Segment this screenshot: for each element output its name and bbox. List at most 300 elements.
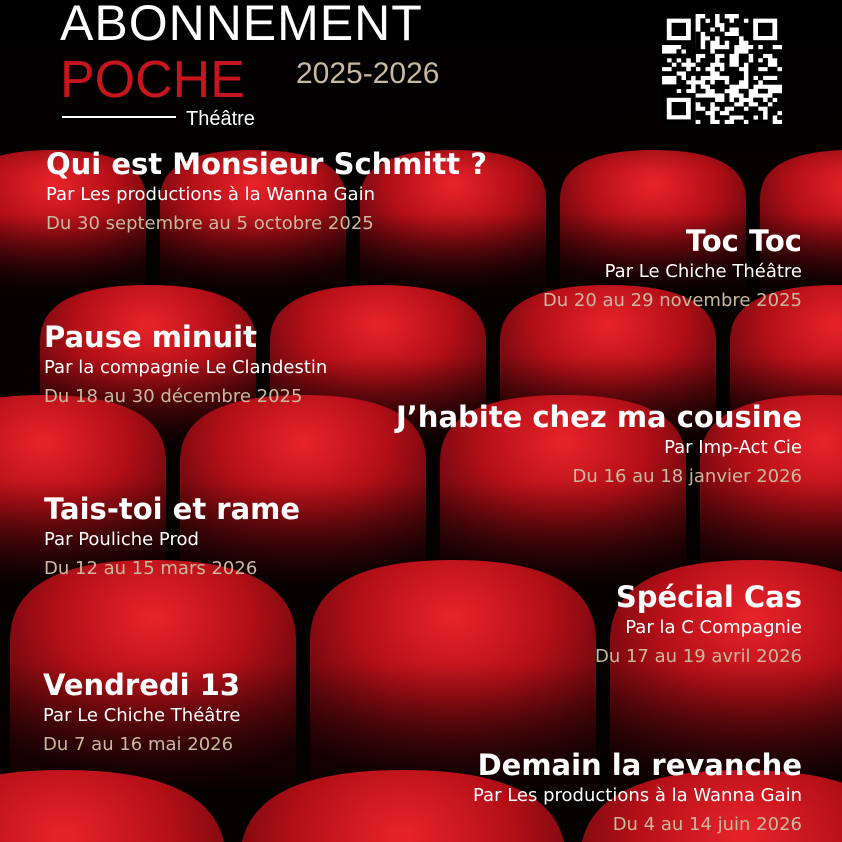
qr-module bbox=[734, 98, 739, 103]
qr-module bbox=[715, 84, 720, 89]
qr-module bbox=[667, 89, 672, 94]
qr-module bbox=[705, 115, 710, 120]
qr-module bbox=[777, 71, 782, 76]
qr-module bbox=[768, 120, 773, 124]
qr-module bbox=[710, 14, 715, 19]
qr-module bbox=[705, 62, 710, 67]
qr-module bbox=[744, 93, 749, 98]
qr-module bbox=[720, 36, 725, 41]
show-company: Par Pouliche Prod bbox=[44, 529, 199, 550]
qr-module bbox=[724, 49, 729, 54]
qr-module bbox=[724, 27, 729, 32]
qr-module bbox=[739, 62, 744, 67]
qr-module bbox=[753, 80, 758, 85]
qr-module bbox=[763, 49, 768, 54]
brand-season: 2025-2026 bbox=[296, 57, 440, 90]
qr-module bbox=[691, 58, 696, 63]
qr-module bbox=[748, 80, 753, 85]
qr-module bbox=[696, 71, 701, 76]
qr-module bbox=[715, 27, 720, 32]
qr-module bbox=[777, 102, 782, 107]
qr-module bbox=[763, 80, 768, 85]
qr-module bbox=[763, 89, 768, 94]
qr-module bbox=[700, 27, 705, 32]
qr-module bbox=[681, 54, 686, 59]
qr-module bbox=[672, 58, 677, 63]
qr-code-icon[interactable] bbox=[662, 14, 782, 124]
qr-module bbox=[696, 111, 701, 116]
qr-module bbox=[777, 98, 782, 103]
show-company: Par la compagnie Le Clandestin bbox=[44, 357, 328, 378]
show-company: Par Les productions à la Wanna Gain bbox=[473, 785, 802, 806]
qr-module bbox=[763, 102, 768, 107]
qr-module bbox=[667, 54, 672, 59]
qr-module bbox=[676, 80, 681, 85]
qr-module bbox=[691, 71, 696, 76]
qr-module bbox=[734, 120, 739, 124]
qr-module bbox=[763, 71, 768, 76]
qr-module bbox=[768, 49, 773, 54]
qr-finder-center bbox=[758, 23, 772, 36]
qr-module bbox=[724, 93, 729, 98]
qr-module bbox=[700, 58, 705, 63]
qr-module bbox=[739, 58, 744, 63]
qr-module bbox=[729, 80, 734, 85]
qr-module bbox=[772, 102, 777, 107]
qr-module bbox=[696, 98, 701, 103]
qr-module bbox=[676, 76, 681, 81]
qr-module bbox=[681, 80, 686, 85]
qr-module bbox=[720, 89, 725, 94]
qr-module bbox=[763, 45, 768, 50]
qr-module bbox=[758, 120, 763, 124]
show-dates: Du 18 au 30 décembre 2025 bbox=[44, 386, 303, 407]
show-dates: Du 4 au 14 juin 2026 bbox=[612, 814, 802, 835]
qr-module bbox=[748, 106, 753, 111]
qr-module bbox=[715, 67, 720, 72]
qr-module bbox=[705, 102, 710, 107]
qr-module bbox=[700, 102, 705, 107]
qr-module bbox=[720, 40, 725, 45]
qr-module bbox=[672, 84, 677, 89]
qr-module bbox=[700, 49, 705, 54]
qr-module bbox=[734, 18, 739, 23]
show-company: Par Imp-Act Cie bbox=[664, 437, 802, 458]
qr-module bbox=[691, 49, 696, 54]
qr-module bbox=[744, 36, 749, 41]
qr-module bbox=[715, 32, 720, 37]
qr-module bbox=[710, 98, 715, 103]
show-j-habite-chez-ma-cousine bbox=[396, 400, 802, 492]
qr-module bbox=[763, 62, 768, 67]
qr-module bbox=[744, 102, 749, 107]
qr-module bbox=[710, 84, 715, 89]
show-title: Toc Toc bbox=[685, 224, 802, 258]
qr-module bbox=[720, 18, 725, 23]
show-title: Spécial Cas bbox=[615, 580, 802, 614]
show-title: J’habite chez ma cousine bbox=[396, 400, 802, 434]
qr-module bbox=[753, 71, 758, 76]
qr-module bbox=[691, 54, 696, 59]
qr-module bbox=[768, 67, 773, 72]
qr-module bbox=[753, 49, 758, 54]
qr-module bbox=[739, 111, 744, 116]
qr-module bbox=[734, 40, 739, 45]
qr-module bbox=[705, 14, 710, 19]
qr-module bbox=[734, 23, 739, 28]
qr-module bbox=[710, 36, 715, 41]
qr-module bbox=[758, 62, 763, 67]
qr-module bbox=[662, 89, 667, 94]
qr-module bbox=[777, 76, 782, 81]
qr-module bbox=[696, 40, 701, 45]
qr-module bbox=[720, 120, 725, 124]
qr-module bbox=[672, 67, 677, 72]
qr-module bbox=[700, 89, 705, 94]
qr-module bbox=[705, 27, 710, 32]
qr-module bbox=[763, 58, 768, 63]
qr-module bbox=[753, 62, 758, 67]
qr-module bbox=[686, 76, 691, 81]
qr-module bbox=[705, 23, 710, 28]
qr-module bbox=[768, 111, 773, 116]
show-special-cas bbox=[595, 580, 802, 672]
show-dates: Du 17 au 19 avril 2026 bbox=[594, 646, 802, 667]
qr-module bbox=[734, 80, 739, 85]
qr-module bbox=[739, 120, 744, 124]
qr-module bbox=[748, 76, 753, 81]
qr-module bbox=[748, 67, 753, 72]
qr-module bbox=[686, 49, 691, 54]
qr-module bbox=[739, 76, 744, 81]
qr-module bbox=[758, 71, 763, 76]
qr-module bbox=[662, 71, 667, 76]
qr-module bbox=[734, 36, 739, 41]
qr-module bbox=[686, 71, 691, 76]
qr-module bbox=[696, 84, 701, 89]
qr-module bbox=[768, 80, 773, 85]
qr-module bbox=[748, 71, 753, 76]
qr-module bbox=[681, 84, 686, 89]
qr-module bbox=[772, 106, 777, 111]
qr-module bbox=[729, 102, 734, 107]
qr-module bbox=[739, 18, 744, 23]
qr-module bbox=[724, 18, 729, 23]
qr-module bbox=[748, 62, 753, 67]
qr-module bbox=[710, 58, 715, 63]
qr-module bbox=[724, 71, 729, 76]
qr-module bbox=[724, 62, 729, 67]
qr-module bbox=[734, 106, 739, 111]
qr-module bbox=[667, 84, 672, 89]
qr-finder-center bbox=[672, 102, 686, 115]
qr-module bbox=[748, 49, 753, 54]
qr-module bbox=[758, 111, 763, 116]
qr-module bbox=[758, 102, 763, 107]
qr-module bbox=[734, 76, 739, 81]
qr-module bbox=[758, 115, 763, 120]
qr-module bbox=[720, 14, 725, 19]
qr-module bbox=[758, 54, 763, 59]
qr-module bbox=[705, 40, 710, 45]
qr-module bbox=[700, 18, 705, 23]
qr-module bbox=[686, 45, 691, 50]
qr-module bbox=[705, 32, 710, 37]
qr-module bbox=[739, 89, 744, 94]
qr-module bbox=[720, 80, 725, 85]
qr-module bbox=[758, 49, 763, 54]
qr-module bbox=[734, 71, 739, 76]
qr-module bbox=[772, 93, 777, 98]
qr-module bbox=[777, 93, 782, 98]
qr-module bbox=[691, 45, 696, 50]
show-toc-toc bbox=[543, 224, 802, 316]
qr-module bbox=[724, 23, 729, 28]
qr-module bbox=[724, 54, 729, 59]
qr-module bbox=[729, 71, 734, 76]
qr-module bbox=[772, 49, 777, 54]
qr-module bbox=[720, 32, 725, 37]
qr-module bbox=[753, 45, 758, 50]
qr-module bbox=[777, 106, 782, 111]
qr-module bbox=[748, 111, 753, 116]
qr-module bbox=[667, 62, 672, 67]
qr-module bbox=[705, 54, 710, 59]
qr-module bbox=[758, 89, 763, 94]
qr-module bbox=[724, 36, 729, 41]
qr-module bbox=[739, 54, 744, 59]
qr-module bbox=[734, 111, 739, 116]
qr-module bbox=[715, 49, 720, 54]
qr-module bbox=[705, 58, 710, 63]
qr-module bbox=[720, 58, 725, 63]
qr-module bbox=[710, 54, 715, 59]
show-title: Tais-toi et rame bbox=[44, 492, 301, 526]
qr-module bbox=[772, 111, 777, 116]
qr-module bbox=[715, 80, 720, 85]
qr-module bbox=[724, 98, 729, 103]
show-title: Pause minuit bbox=[44, 320, 257, 354]
qr-module bbox=[724, 115, 729, 120]
qr-module bbox=[768, 115, 773, 120]
qr-module bbox=[700, 71, 705, 76]
brand-subtitle: POCHE bbox=[60, 51, 245, 109]
qr-module bbox=[748, 115, 753, 120]
qr-module bbox=[676, 67, 681, 72]
qr-module bbox=[744, 23, 749, 28]
show-dates: Du 16 au 18 janvier 2026 bbox=[572, 466, 802, 487]
qr-module bbox=[700, 23, 705, 28]
qr-module bbox=[724, 58, 729, 63]
qr-module bbox=[777, 54, 782, 59]
show-qui-est-monsieur-schmitt bbox=[46, 147, 487, 239]
qr-module bbox=[772, 71, 777, 76]
qr-module bbox=[686, 84, 691, 89]
show-title: Qui est Monsieur Schmitt ? bbox=[46, 147, 488, 181]
qr-module bbox=[705, 80, 710, 85]
qr-module bbox=[729, 67, 734, 72]
show-title: Demain la revanche bbox=[477, 748, 802, 782]
qr-module bbox=[739, 23, 744, 28]
qr-module bbox=[681, 45, 686, 50]
qr-module bbox=[768, 106, 773, 111]
qr-module bbox=[662, 62, 667, 67]
qr-module bbox=[744, 111, 749, 116]
qr-module bbox=[744, 14, 749, 19]
qr-module bbox=[720, 49, 725, 54]
qr-module bbox=[739, 71, 744, 76]
qr-module bbox=[715, 102, 720, 107]
qr-module bbox=[696, 36, 701, 41]
qr-module bbox=[744, 54, 749, 59]
qr-module bbox=[729, 49, 734, 54]
qr-module bbox=[739, 106, 744, 111]
qr-module bbox=[686, 54, 691, 59]
qr-module bbox=[681, 67, 686, 72]
qr-module bbox=[729, 23, 734, 28]
qr-module bbox=[758, 76, 763, 81]
qr-module bbox=[691, 67, 696, 72]
show-company: Par Les productions à la Wanna Gain bbox=[46, 184, 375, 205]
qr-module bbox=[700, 111, 705, 116]
qr-module bbox=[672, 89, 677, 94]
qr-module bbox=[753, 58, 758, 63]
qr-module bbox=[744, 58, 749, 63]
qr-module bbox=[705, 120, 710, 124]
qr-module bbox=[739, 32, 744, 37]
qr-module bbox=[739, 14, 744, 19]
qr-module bbox=[700, 98, 705, 103]
qr-module bbox=[700, 62, 705, 67]
qr-module bbox=[696, 62, 701, 67]
qr-module bbox=[696, 76, 701, 81]
show-title: Vendredi 13 bbox=[43, 668, 241, 702]
qr-module bbox=[720, 71, 725, 76]
show-pause-minuit bbox=[44, 320, 327, 412]
qr-module bbox=[724, 84, 729, 89]
qr-module bbox=[676, 54, 681, 59]
qr-module bbox=[777, 62, 782, 67]
show-dates: Du 12 au 15 mars 2026 bbox=[44, 558, 258, 579]
qr-module bbox=[758, 98, 763, 103]
qr-module bbox=[676, 49, 681, 54]
qr-finder-center bbox=[672, 23, 686, 36]
qr-module bbox=[720, 115, 725, 120]
qr-module bbox=[744, 115, 749, 120]
qr-module bbox=[748, 84, 753, 89]
qr-module bbox=[753, 67, 758, 72]
qr-module bbox=[729, 40, 734, 45]
show-vendredi-13 bbox=[43, 668, 240, 760]
qr-module bbox=[753, 98, 758, 103]
qr-module bbox=[696, 45, 701, 50]
qr-module bbox=[772, 80, 777, 85]
qr-module bbox=[700, 67, 705, 72]
qr-module bbox=[700, 115, 705, 120]
qr-module bbox=[720, 84, 725, 89]
qr-module bbox=[729, 76, 734, 81]
qr-module bbox=[700, 120, 705, 124]
qr-module bbox=[696, 115, 701, 120]
qr-module bbox=[705, 106, 710, 111]
qr-module bbox=[720, 102, 725, 107]
qr-module bbox=[772, 54, 777, 59]
show-tais-toi-et-rame bbox=[44, 492, 300, 584]
qr-module bbox=[777, 58, 782, 63]
show-dates: Du 20 au 29 novembre 2025 bbox=[542, 290, 802, 311]
qr-module bbox=[710, 23, 715, 28]
qr-module bbox=[662, 84, 667, 89]
qr-module bbox=[715, 111, 720, 116]
qr-module bbox=[724, 67, 729, 72]
qr-module bbox=[753, 106, 758, 111]
qr-module bbox=[676, 84, 681, 89]
qr-module bbox=[768, 98, 773, 103]
qr-module bbox=[772, 67, 777, 72]
qr-module bbox=[744, 27, 749, 32]
qr-module bbox=[710, 32, 715, 37]
qr-module bbox=[753, 111, 758, 116]
brand-underline bbox=[62, 116, 176, 118]
qr-module bbox=[676, 62, 681, 67]
qr-module bbox=[734, 67, 739, 72]
qr-module bbox=[744, 32, 749, 37]
qr-module bbox=[748, 120, 753, 124]
show-company: Par la C Compagnie bbox=[625, 617, 802, 638]
qr-module bbox=[777, 115, 782, 120]
qr-module bbox=[662, 54, 667, 59]
qr-module bbox=[672, 71, 677, 76]
qr-module bbox=[729, 36, 734, 41]
qr-module bbox=[753, 54, 758, 59]
qr-module bbox=[744, 89, 749, 94]
qr-module bbox=[696, 32, 701, 37]
qr-module bbox=[763, 120, 768, 124]
qr-module bbox=[710, 18, 715, 23]
qr-module bbox=[705, 98, 710, 103]
qr-module bbox=[705, 71, 710, 76]
show-company: Par Le Chiche Théâtre bbox=[43, 705, 241, 726]
show-demain-la-revanche bbox=[473, 748, 802, 840]
qr-module bbox=[739, 27, 744, 32]
qr-module bbox=[696, 49, 701, 54]
qr-module bbox=[667, 71, 672, 76]
qr-module bbox=[715, 115, 720, 120]
qr-module bbox=[720, 106, 725, 111]
qr-module bbox=[777, 80, 782, 85]
brand-theatre: Théâtre bbox=[186, 108, 255, 130]
show-dates: Du 30 septembre au 5 octobre 2025 bbox=[46, 213, 374, 234]
qr-module bbox=[768, 71, 773, 76]
qr-module bbox=[662, 58, 667, 63]
qr-module bbox=[729, 45, 734, 50]
qr-module bbox=[696, 89, 701, 94]
qr-module bbox=[715, 89, 720, 94]
qr-module bbox=[753, 120, 758, 124]
qr-module bbox=[729, 111, 734, 116]
show-dates: Du 7 au 16 mai 2026 bbox=[43, 734, 234, 755]
brand-title: ABONNEMENT bbox=[60, 0, 423, 51]
qr-module bbox=[777, 49, 782, 54]
qr-module bbox=[768, 45, 773, 50]
qr-module bbox=[681, 89, 686, 94]
qr-module bbox=[705, 49, 710, 54]
show-company: Par Le Chiche Théâtre bbox=[604, 261, 802, 282]
qr-module bbox=[724, 102, 729, 107]
qr-module bbox=[705, 45, 710, 50]
qr-module bbox=[681, 58, 686, 63]
qr-module bbox=[672, 54, 677, 59]
